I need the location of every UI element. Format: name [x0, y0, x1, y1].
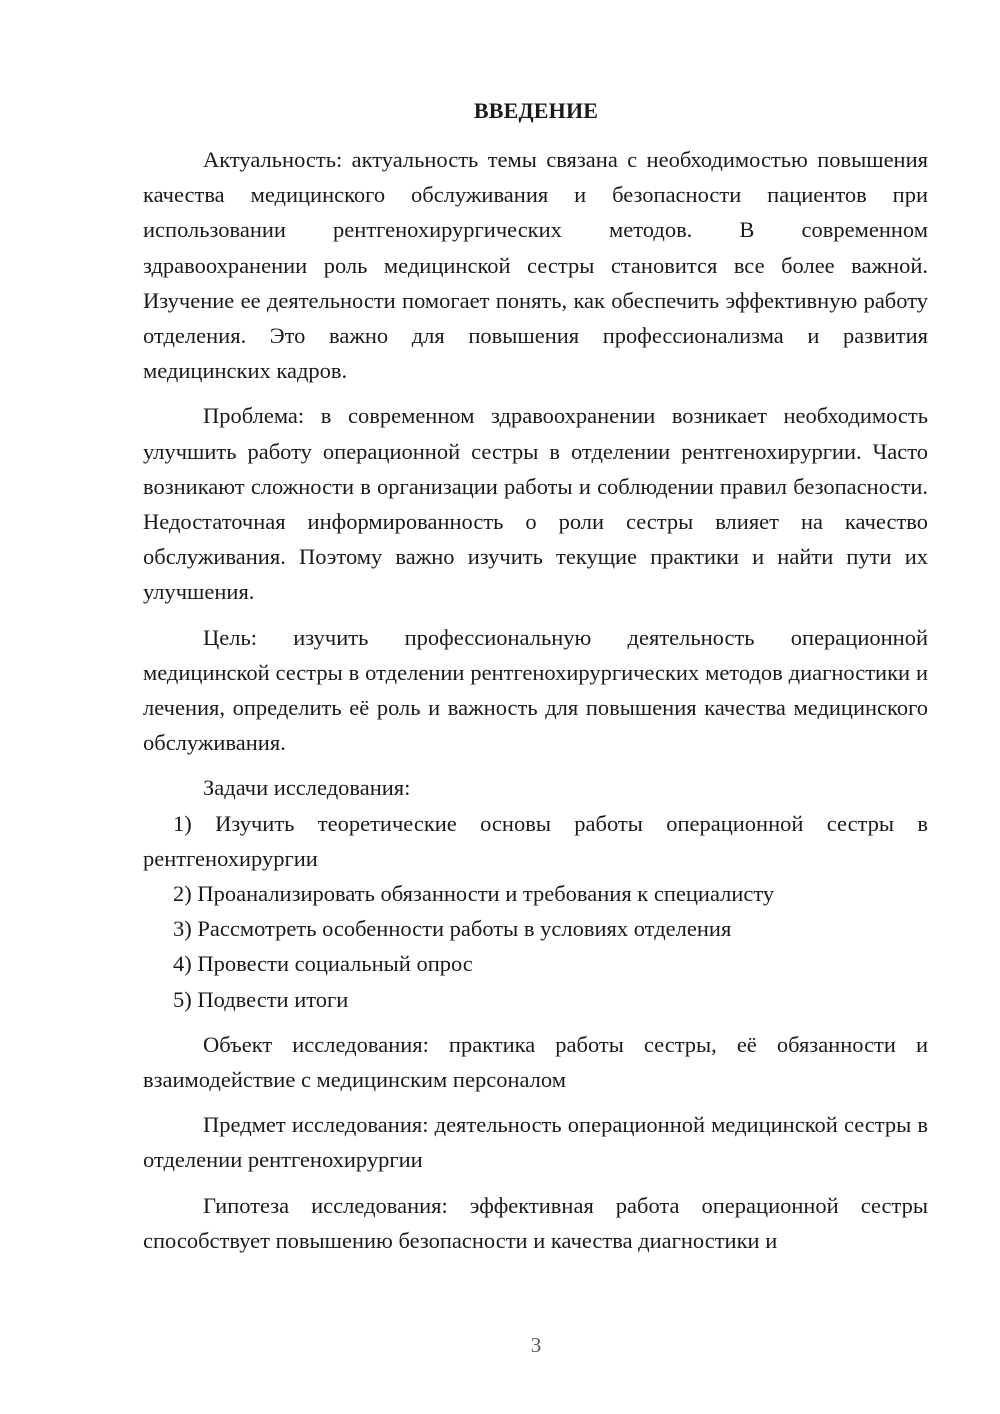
- paragraph-object: Объект исследования: практика работы сестры, её обязанности и взаимодействие с медицинским персоналом: [143, 1031, 928, 1093]
- paragraph-problem: Проблема: в современном здравоохранении возникает необходимость улучшить работу операционной сестры в отделении рентгенохирургии. Часто возникают сложности в организации работы и соблюдении правил безопасности. Недостаточная информированность о роли сестры влияет на качество обслуживания. Поэтому важно изучить текущие практики и найти пути их улучшения.: [143, 403, 928, 605]
- task-item-3: 3) Рассмотреть особенности работы в условиях отделения: [173, 916, 732, 942]
- paragraph-tasks-heading: Задачи исследования:: [203, 775, 411, 801]
- task-item-5: 5) Подвести итоги: [173, 986, 349, 1012]
- paragraph-relevance: Актуальность: актуальность темы связана с необходимостью повышения качества медицинского обслуживания и безопасности пациентов при использовании рентгенохирургических методов. В современном здравоохранении роль медицинской сестры становится все более важной. Изучение ее деятельности помогает понять, как обеспечить эффективную работу отделения. Это важно для повышения профессионализма и развития медицинских кадров.: [143, 147, 928, 384]
- task-item-4: 4) Провести социальный опрос: [173, 951, 473, 977]
- document-body: [143, 142, 928, 1258]
- task-item-1: 1) Изучить теоретические основы работы операционной сестры в рентгенохирургии: [143, 810, 928, 871]
- paragraph-goal: Цель: изучить профессиональную деятельность операционной медицинской сестры в отделении рентгенохирургических методов диагностики и лечения, определить её роль и важность для повышения качества медицинского обслуживания.: [143, 624, 928, 756]
- page-number: 3: [530, 1333, 542, 1357]
- page-title: ВВЕДЕНИЕ: [473, 98, 599, 123]
- task-item-2: 2) Проанализировать обязанности и требования к специалисту: [173, 881, 775, 907]
- paragraph-hypothesis: Гипотеза исследования: эффективная работа операционной сестры способствует повышению безопасности и качества диагностики и: [143, 1192, 928, 1253]
- paragraph-subject: Предмет исследования: деятельность операционной медицинской сестры в отделении рентгенохирургии: [143, 1112, 928, 1173]
